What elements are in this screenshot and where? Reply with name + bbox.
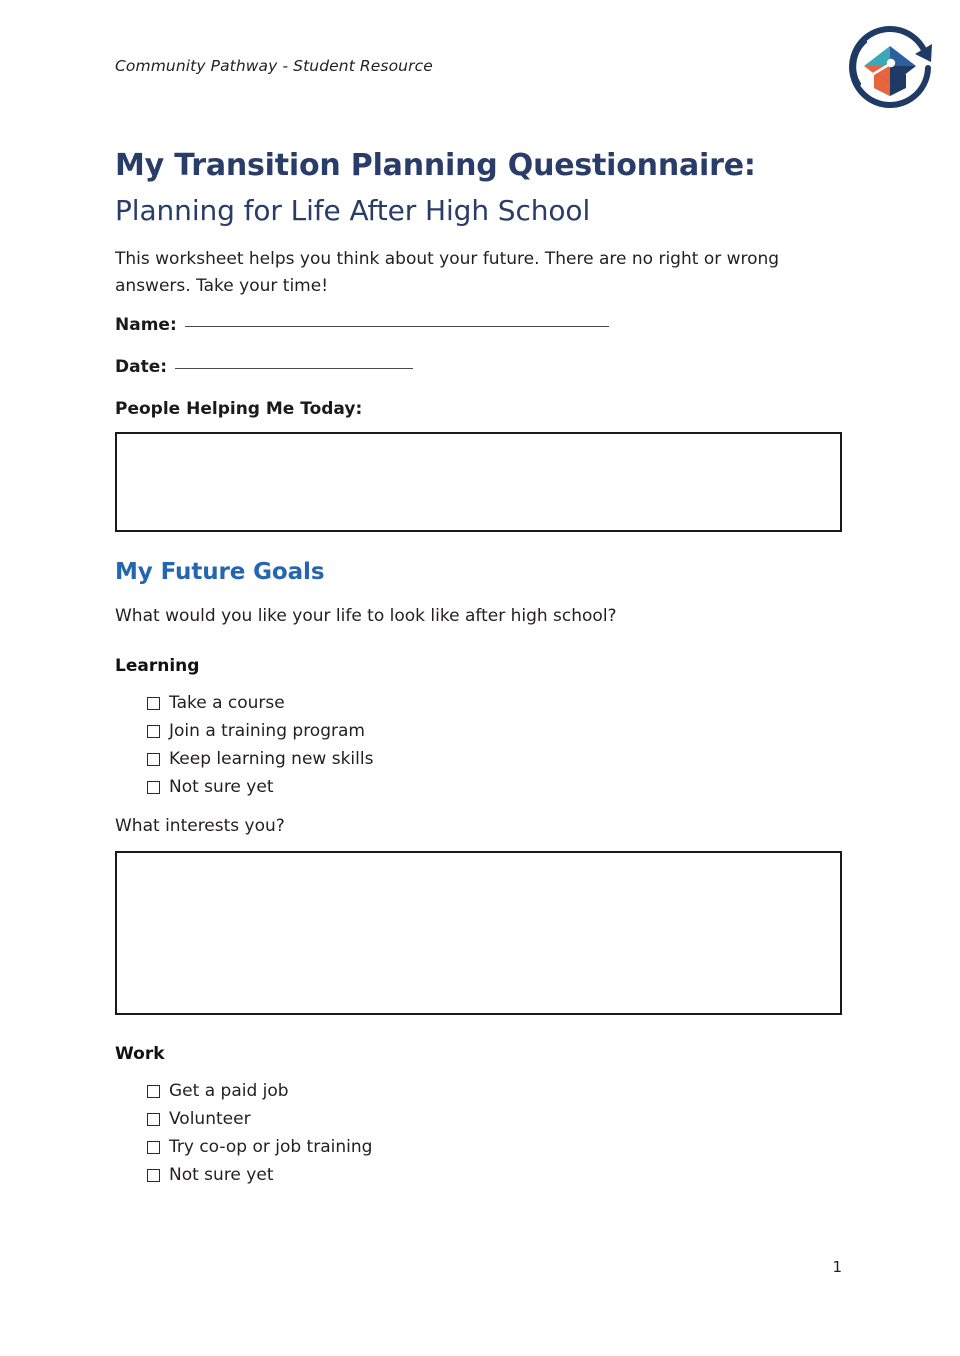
future-goals-prompt: What would you like your life to look like after high school? (115, 606, 617, 626)
learning-checkbox-list (147, 689, 373, 801)
date-field-label: Date: (115, 357, 168, 377)
intro-paragraph: This worksheet helps you think about your future. There are no right or wrong answers. Take your time! (115, 249, 780, 296)
interests-prompt: What interests you? (115, 816, 285, 836)
list-item[interactable] (147, 717, 373, 745)
checkbox-label: Not sure yet (169, 1164, 274, 1185)
checkbox-icon[interactable] (147, 1141, 160, 1154)
checkbox-label: Not sure yet (169, 776, 274, 797)
people-helping-label: People Helping Me Today: (115, 399, 363, 419)
checkbox-icon[interactable] (147, 697, 160, 710)
list-item[interactable] (147, 745, 373, 773)
list-item[interactable] (147, 1133, 372, 1161)
list-item[interactable] (147, 773, 373, 801)
date-field-row (115, 357, 413, 377)
section-heading-future-goals: My Future Goals (115, 559, 325, 585)
page-title: My Transition Planning Questionnaire: (115, 148, 756, 183)
name-input-line[interactable] (185, 325, 609, 327)
work-checkbox-list (147, 1077, 372, 1189)
checkbox-icon[interactable] (147, 781, 160, 794)
checkbox-icon[interactable] (147, 753, 160, 766)
organization-logo (840, 16, 940, 116)
name-field-row (115, 315, 609, 335)
date-input-line[interactable] (175, 367, 413, 369)
page-subtitle: Planning for Life After High School (115, 194, 591, 227)
checkbox-label: Take a course (169, 692, 285, 713)
subsection-heading-learning: Learning (115, 656, 200, 676)
list-item[interactable] (147, 1077, 372, 1105)
checkbox-label: Keep learning new skills (169, 748, 374, 769)
checkbox-icon[interactable] (147, 1085, 160, 1098)
checkbox-icon[interactable] (147, 1169, 160, 1182)
checkbox-label: Try co-op or job training (169, 1136, 373, 1157)
checkbox-label: Get a paid job (169, 1080, 289, 1101)
graduation-cap-circular-arrow-icon (840, 16, 940, 116)
checkbox-label: Join a training program (169, 720, 365, 741)
name-field-label: Name: (115, 315, 177, 335)
list-item[interactable] (147, 1161, 372, 1189)
people-helping-answer-box[interactable] (115, 432, 842, 532)
page-number: 1 (832, 1258, 842, 1276)
checkbox-icon[interactable] (147, 725, 160, 738)
checkbox-label: Volunteer (169, 1108, 251, 1129)
interests-answer-box[interactable] (115, 851, 842, 1015)
subsection-heading-work: Work (115, 1044, 165, 1064)
document-header-label: Community Pathway - Student Resource (115, 57, 433, 75)
checkbox-icon[interactable] (147, 1113, 160, 1126)
list-item[interactable] (147, 1105, 372, 1133)
list-item[interactable] (147, 689, 373, 717)
